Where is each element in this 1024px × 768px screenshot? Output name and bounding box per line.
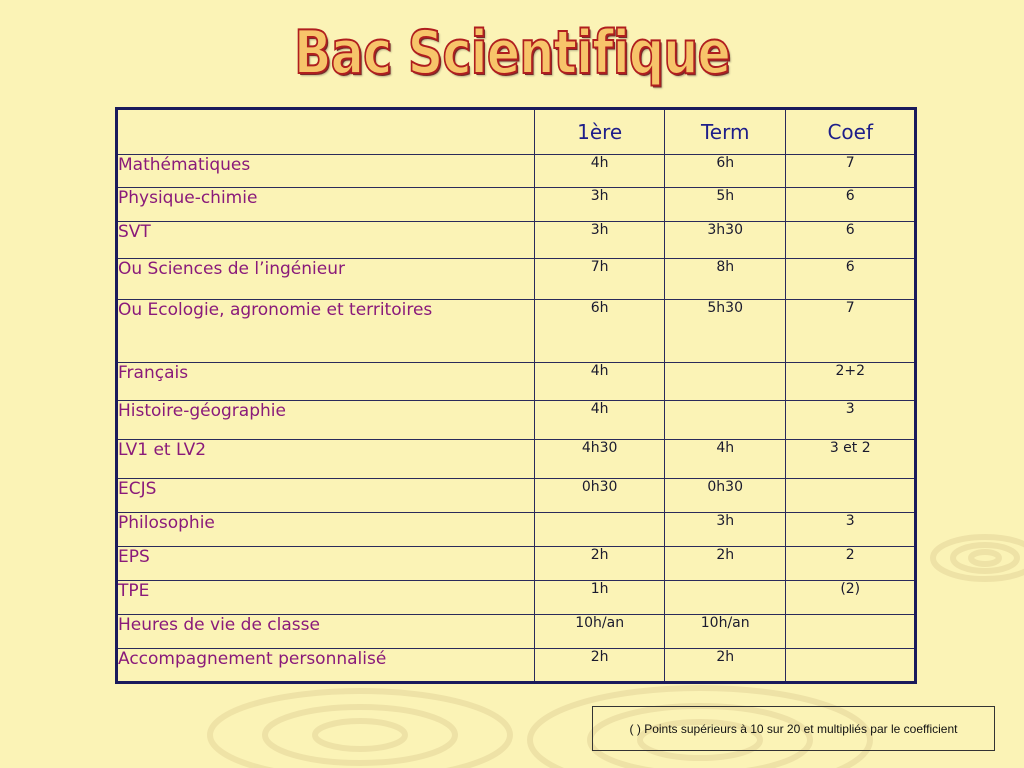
table-row (117, 581, 916, 615)
header-cell-subject (117, 109, 535, 155)
terminale-hours-cell: 4h (664, 440, 786, 479)
terminale-hours-cell: 5h (664, 188, 786, 222)
terminale-hours-cell: 2h (664, 649, 786, 683)
table-row (117, 440, 916, 479)
subject-cell: LV1 et LV2 (117, 440, 535, 479)
premiere-hours-cell: 2h (535, 649, 665, 683)
terminale-hours-cell: 5h30 (664, 300, 786, 363)
terminale-hours-cell (664, 363, 786, 401)
table-header-row (117, 109, 916, 155)
table-row (117, 513, 916, 547)
table-row (117, 259, 916, 300)
premiere-hours-cell: 4h30 (535, 440, 665, 479)
premiere-hours-cell: 3h (535, 222, 665, 259)
premiere-hours-cell (535, 513, 665, 547)
coef-cell: 7 (786, 155, 916, 188)
coef-cell: 6 (786, 259, 916, 300)
subject-cell: EPS (117, 547, 535, 581)
table-row (117, 649, 916, 683)
coef-cell (786, 615, 916, 649)
coef-cell: (2) (786, 581, 916, 615)
coef-cell: 6 (786, 188, 916, 222)
subject-cell: SVT (117, 222, 535, 259)
premiere-hours-cell: 1h (535, 581, 665, 615)
coef-cell (786, 479, 916, 513)
subject-cell: Ou Ecologie, agronomie et territoires (117, 300, 535, 363)
footnote-text: ( ) Points supérieurs à 10 sur 20 et multipliés par le coefficient (629, 721, 958, 736)
header-cell-coef: Coef (786, 109, 916, 155)
premiere-hours-cell: 4h (535, 155, 665, 188)
table-row (117, 401, 916, 440)
terminale-hours-cell: 8h (664, 259, 786, 300)
premiere-hours-cell: 4h (535, 401, 665, 440)
subject-cell: Mathématiques (117, 155, 535, 188)
header-cell-terminale: Term (664, 109, 786, 155)
table-row (117, 363, 916, 401)
premiere-hours-cell: 4h (535, 363, 665, 401)
header-cell-premiere: 1ère (535, 109, 665, 155)
subject-cell: Français (117, 363, 535, 401)
subject-cell: Philosophie (117, 513, 535, 547)
premiere-hours-cell: 7h (535, 259, 665, 300)
table-row (117, 547, 916, 581)
subject-cell: Heures de vie de classe (117, 615, 535, 649)
table-row (117, 188, 916, 222)
subject-cell: Histoire-géographie (117, 401, 535, 440)
premiere-hours-cell: 0h30 (535, 479, 665, 513)
footnote-box (592, 706, 995, 751)
schedule-table (115, 107, 917, 684)
terminale-hours-cell (664, 401, 786, 440)
coef-cell: 3 (786, 513, 916, 547)
terminale-hours-cell: 3h (664, 513, 786, 547)
subject-cell: Physique-chimie (117, 188, 535, 222)
terminale-hours-cell: 6h (664, 155, 786, 188)
subject-cell: Ou Sciences de l’ingénieur (117, 259, 535, 300)
coef-cell: 3 et 2 (786, 440, 916, 479)
table-row (117, 300, 916, 363)
coef-cell: 3 (786, 401, 916, 440)
table-row (117, 155, 916, 188)
page-title: Bac Scientifique (293, 18, 731, 88)
terminale-hours-cell: 2h (664, 547, 786, 581)
terminale-hours-cell: 10h/an (664, 615, 786, 649)
table-row (117, 479, 916, 513)
table-row (117, 615, 916, 649)
terminale-hours-cell (664, 581, 786, 615)
subject-cell: ECJS (117, 479, 535, 513)
premiere-hours-cell: 3h (535, 188, 665, 222)
coef-cell: 6 (786, 222, 916, 259)
table-row (117, 222, 916, 259)
premiere-hours-cell: 6h (535, 300, 665, 363)
coef-cell: 2+2 (786, 363, 916, 401)
premiere-hours-cell: 2h (535, 547, 665, 581)
coef-cell (786, 649, 916, 683)
subject-cell: TPE (117, 581, 535, 615)
coef-cell: 7 (786, 300, 916, 363)
coef-cell: 2 (786, 547, 916, 581)
terminale-hours-cell: 0h30 (664, 479, 786, 513)
premiere-hours-cell: 10h/an (535, 615, 665, 649)
subject-cell: Accompagnement personnalisé (117, 649, 535, 683)
terminale-hours-cell: 3h30 (664, 222, 786, 259)
